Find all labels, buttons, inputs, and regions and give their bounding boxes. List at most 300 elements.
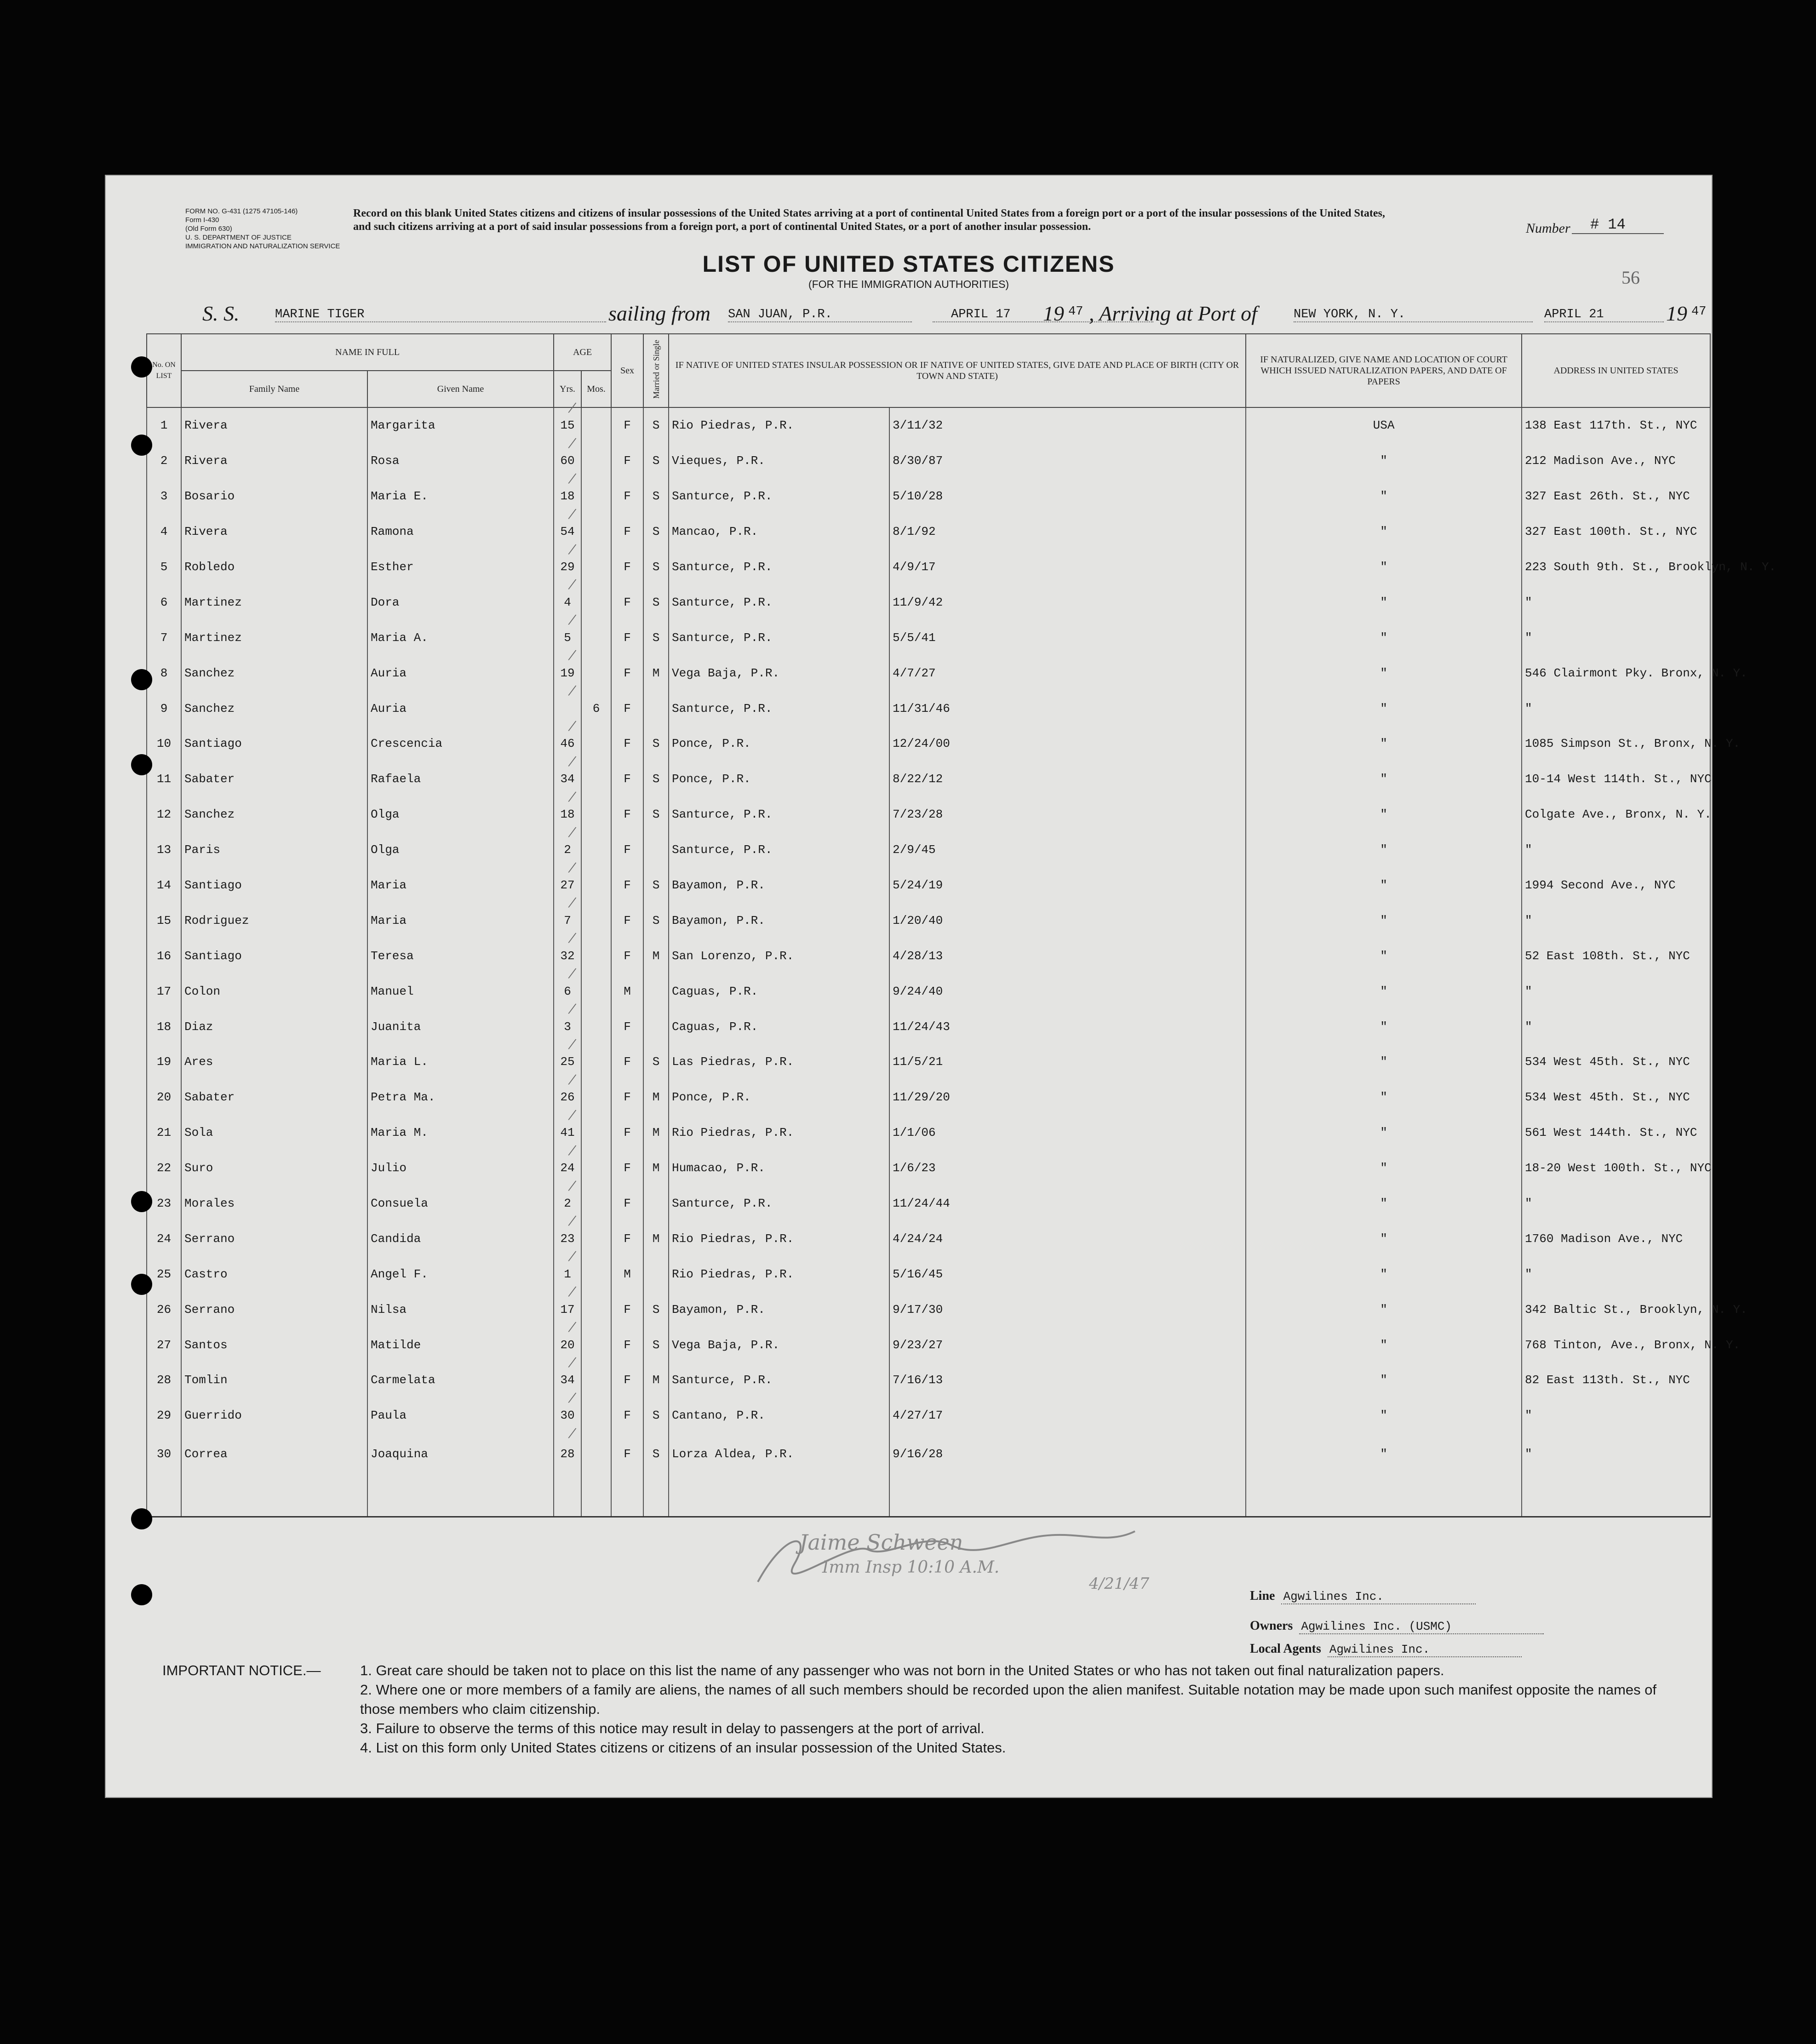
age-years-cell: 26 bbox=[554, 1080, 581, 1115]
row-number-cell: 25 bbox=[147, 1256, 181, 1292]
address-cell: 327 East 100th. St., NYC bbox=[1522, 514, 1710, 550]
col-header-married bbox=[643, 334, 669, 407]
birth-place-cell: Ponce, P.R. bbox=[669, 761, 889, 797]
table-row bbox=[147, 584, 1710, 620]
address-cell: " bbox=[1522, 1009, 1710, 1044]
birth-place-cell: Bayamon, P.R. bbox=[669, 903, 889, 938]
naturalization-cell: " bbox=[1246, 1256, 1522, 1292]
naturalization-cell: " bbox=[1246, 797, 1522, 832]
line-field bbox=[1250, 1589, 1476, 1603]
table-row bbox=[147, 691, 1710, 726]
age-months-cell bbox=[581, 1363, 611, 1398]
age-months-cell bbox=[581, 479, 611, 514]
marital-status-cell: S bbox=[643, 620, 669, 655]
family-name-cell: Serrano bbox=[181, 1221, 367, 1256]
birth-date-cell: 2/9/45 bbox=[889, 832, 1246, 868]
naturalization-cell: " bbox=[1246, 726, 1522, 761]
given-name-cell: Esther bbox=[367, 550, 554, 585]
address-cell: " bbox=[1522, 620, 1710, 655]
address-cell: 1760 Madison Ave., NYC bbox=[1522, 1221, 1710, 1256]
given-name-cell: Matilde bbox=[367, 1327, 554, 1363]
sail-date: APRIL 17 bbox=[933, 308, 1153, 322]
family-name-cell: Paris bbox=[181, 832, 367, 868]
birth-place-cell: Caguas, P.R. bbox=[669, 1009, 889, 1044]
sex-cell: F bbox=[611, 832, 643, 868]
sex-cell: M bbox=[611, 973, 643, 1009]
age-months-cell bbox=[581, 1292, 611, 1327]
age-months-cell bbox=[581, 868, 611, 903]
birth-date-cell: 7/23/28 bbox=[889, 797, 1246, 832]
punch-hole bbox=[131, 754, 152, 775]
line-label: Line bbox=[1250, 1589, 1275, 1603]
family-name-cell: Rivera bbox=[181, 443, 367, 479]
address-cell: 561 West 144th. St., NYC bbox=[1522, 1115, 1710, 1151]
marital-status-cell: S bbox=[643, 903, 669, 938]
row-number-cell: 6 bbox=[147, 584, 181, 620]
age-months-cell bbox=[581, 407, 611, 443]
address-cell: 342 Baltic St., Brooklyn, N. Y. bbox=[1522, 1292, 1710, 1327]
family-name-cell: Rivera bbox=[181, 407, 367, 443]
col-header-address: ADDRESS IN UNITED STATES bbox=[1522, 334, 1710, 407]
table-row bbox=[147, 1115, 1710, 1151]
birth-date-cell: 5/5/41 bbox=[889, 620, 1246, 655]
row-number-cell: 21 bbox=[147, 1115, 181, 1151]
birth-date-cell: 12/24/00 bbox=[889, 726, 1246, 761]
naturalization-cell: " bbox=[1246, 655, 1522, 691]
age-years-cell: 17 bbox=[554, 1292, 581, 1327]
age-years-cell: 60 bbox=[554, 443, 581, 479]
owners-field bbox=[1250, 1619, 1544, 1633]
row-number-cell: 19 bbox=[147, 1044, 181, 1080]
address-cell: 327 East 26th. St., NYC bbox=[1522, 479, 1710, 514]
address-cell: 768 Tinton, Ave., Bronx, N. Y. bbox=[1522, 1327, 1710, 1363]
row-number-cell: 22 bbox=[147, 1151, 181, 1186]
row-number-cell: 24 bbox=[147, 1221, 181, 1256]
given-name-cell: Maria E. bbox=[367, 479, 554, 514]
table-row bbox=[147, 1327, 1710, 1363]
arrival-port: NEW YORK, N. Y. bbox=[1294, 308, 1533, 322]
voyage-line bbox=[105, 301, 1713, 324]
row-number-cell: 18 bbox=[147, 1009, 181, 1044]
address-cell: 82 East 113th. St., NYC bbox=[1522, 1363, 1710, 1398]
marital-status-cell: S bbox=[643, 797, 669, 832]
sex-cell: F bbox=[611, 1327, 643, 1363]
naturalization-cell: " bbox=[1246, 938, 1522, 973]
age-months-cell bbox=[581, 832, 611, 868]
sex-cell: F bbox=[611, 407, 643, 443]
naturalization-cell: " bbox=[1246, 868, 1522, 903]
sex-cell: F bbox=[611, 1363, 643, 1398]
birth-place-cell: Rio Piedras, P.R. bbox=[669, 1221, 889, 1256]
marital-status-cell: M bbox=[643, 1363, 669, 1398]
from-port: SAN JUAN, P.R. bbox=[728, 308, 912, 322]
birth-date-cell: 4/28/13 bbox=[889, 938, 1246, 973]
naturalization-cell: " bbox=[1246, 620, 1522, 655]
address-cell: 546 Clairmont Pky. Bronx, N. Y. bbox=[1522, 655, 1710, 691]
age-years-cell: 41 bbox=[554, 1115, 581, 1151]
family-name-cell: Rivera bbox=[181, 514, 367, 550]
row-number-cell: 28 bbox=[147, 1363, 181, 1398]
sex-cell: F bbox=[611, 1398, 643, 1433]
sex-cell: F bbox=[611, 726, 643, 761]
row-number-cell: 17 bbox=[147, 973, 181, 1009]
birth-date-cell: 9/16/28 bbox=[889, 1433, 1246, 1517]
form-number-line: U. S. DEPARTMENT OF JUSTICE bbox=[185, 234, 292, 241]
row-number-cell: 15 bbox=[147, 903, 181, 938]
table-row bbox=[147, 938, 1710, 973]
given-name-cell: Maria L. bbox=[367, 1044, 554, 1080]
family-name-cell: Martinez bbox=[181, 584, 367, 620]
row-number-cell: 2 bbox=[147, 443, 181, 479]
family-name-cell: Tomlin bbox=[181, 1363, 367, 1398]
marital-status-cell: M bbox=[643, 1151, 669, 1186]
form-number-block bbox=[185, 207, 340, 251]
family-name-cell: Castro bbox=[181, 1256, 367, 1292]
birth-place-cell: Bayamon, P.R. bbox=[669, 868, 889, 903]
page-number: 56 bbox=[1621, 267, 1640, 288]
sex-cell: F bbox=[611, 1433, 643, 1517]
local-agents-field bbox=[1250, 1642, 1522, 1656]
naturalization-cell: " bbox=[1246, 479, 1522, 514]
local-agents-label: Local Agents bbox=[1250, 1642, 1321, 1656]
table-row bbox=[147, 1009, 1710, 1044]
family-name-cell: Sanchez bbox=[181, 655, 367, 691]
punch-hole bbox=[131, 1274, 152, 1295]
birth-date-cell: 7/16/13 bbox=[889, 1363, 1246, 1398]
notice-heading: IMPORTANT NOTICE.— bbox=[162, 1662, 321, 1678]
address-cell: 212 Madison Ave., NYC bbox=[1522, 443, 1710, 479]
family-name-cell: Bosario bbox=[181, 479, 367, 514]
marital-status-cell: S bbox=[643, 584, 669, 620]
birth-date-cell: 1/20/40 bbox=[889, 903, 1246, 938]
birth-place-cell: Santurce, P.R. bbox=[669, 1363, 889, 1398]
naturalization-cell: " bbox=[1246, 1221, 1522, 1256]
birth-place-cell: Ponce, P.R. bbox=[669, 726, 889, 761]
married-header-text: Married or Single bbox=[651, 340, 661, 399]
birth-date-cell: 9/24/40 bbox=[889, 973, 1246, 1009]
age-months-cell bbox=[581, 1433, 611, 1517]
manifest-page bbox=[105, 175, 1776, 1798]
col-header-name: NAME IN FULL bbox=[181, 334, 554, 371]
table-row bbox=[147, 903, 1710, 938]
table-row bbox=[147, 1221, 1710, 1256]
col-header-mos: Mos. bbox=[581, 371, 611, 407]
given-name-cell: Margarita bbox=[367, 407, 554, 443]
given-name-cell: Carmelata bbox=[367, 1363, 554, 1398]
form-instructions: Record on this blank United States citizens and citizens of insular possessions of the United States arriving at a port of continental United States from a foreign port or a port of the insular possessions of the United States, and such citizens arriving at a port of said insular possessions from a foreign port, a port of continental United States, or a port of another insular possession. bbox=[353, 207, 1385, 233]
birth-place-cell: Santurce, P.R. bbox=[669, 584, 889, 620]
age-years-cell: 54 bbox=[554, 514, 581, 550]
marital-status-cell: M bbox=[643, 655, 669, 691]
sail-year: 47 bbox=[1068, 305, 1083, 319]
given-name-cell: Petra Ma. bbox=[367, 1080, 554, 1115]
birth-place-cell: Santurce, P.R. bbox=[669, 479, 889, 514]
birth-place-cell: Rio Piedras, P.R. bbox=[669, 407, 889, 443]
marital-status-cell: S bbox=[643, 868, 669, 903]
row-number-cell: 29 bbox=[147, 1398, 181, 1433]
family-name-cell: Santiago bbox=[181, 726, 367, 761]
naturalization-cell: USA bbox=[1246, 407, 1522, 443]
age-months-cell bbox=[581, 1044, 611, 1080]
col-header-age: AGE bbox=[554, 334, 611, 371]
notice-list bbox=[162, 1661, 1694, 1758]
col-header-yrs: Yrs. bbox=[554, 371, 581, 407]
important-notice bbox=[162, 1661, 1694, 1758]
birth-place-cell: Humacao, P.R. bbox=[669, 1151, 889, 1186]
sex-cell: F bbox=[611, 1292, 643, 1327]
family-name-cell: Sabater bbox=[181, 761, 367, 797]
col-header-given: Given Name bbox=[367, 371, 554, 407]
birth-place-cell: Santurce, P.R. bbox=[669, 1186, 889, 1221]
family-name-cell: Correa bbox=[181, 1433, 367, 1517]
table-row bbox=[147, 407, 1710, 443]
punch-hole bbox=[131, 356, 152, 378]
birth-place-cell: Santurce, P.R. bbox=[669, 797, 889, 832]
passenger-table bbox=[146, 333, 1776, 1517]
address-cell: 1085 Simpson St., Bronx, N. Y. bbox=[1522, 726, 1710, 761]
row-number-cell: 11 bbox=[147, 761, 181, 797]
age-years-cell: 18 bbox=[554, 797, 581, 832]
address-cell: " bbox=[1522, 832, 1710, 868]
marital-status-cell bbox=[643, 1186, 669, 1221]
table-row bbox=[147, 1398, 1710, 1433]
number-value: # 14 bbox=[1572, 216, 1664, 234]
sex-cell: F bbox=[611, 868, 643, 903]
given-name-cell: Nilsa bbox=[367, 1292, 554, 1327]
age-months-cell bbox=[581, 726, 611, 761]
row-number-cell: 5 bbox=[147, 550, 181, 585]
form-number-line: FORM NO. G-431 (1275 47105-146) bbox=[185, 207, 298, 215]
birth-date-cell: 3/11/32 bbox=[889, 407, 1246, 443]
naturalization-cell: " bbox=[1246, 832, 1522, 868]
birth-date-cell: 8/30/87 bbox=[889, 443, 1246, 479]
age-years-cell: 7 bbox=[554, 903, 581, 938]
birth-place-cell: Santurce, P.R. bbox=[669, 620, 889, 655]
birth-place-cell: Lorza Aldea, P.R. bbox=[669, 1433, 889, 1517]
age-months-cell bbox=[581, 1398, 611, 1433]
arrival-year-prefix: 19 bbox=[1666, 302, 1687, 325]
age-years-cell: 18 bbox=[554, 479, 581, 514]
signature-title: Imm Insp 10:10 A.M. bbox=[822, 1558, 1000, 1577]
family-name-cell: Santiago bbox=[181, 938, 367, 973]
table-row bbox=[147, 1363, 1710, 1398]
naturalization-cell: " bbox=[1246, 514, 1522, 550]
birth-place-cell: Ponce, P.R. bbox=[669, 1080, 889, 1115]
table-row bbox=[147, 761, 1710, 797]
marital-status-cell: S bbox=[643, 1327, 669, 1363]
address-cell: " bbox=[1522, 1256, 1710, 1292]
row-number-cell: 16 bbox=[147, 938, 181, 973]
page-title: LIST OF UNITED STATES CITIZENS bbox=[702, 251, 1115, 277]
birth-date-cell: 11/5/21 bbox=[889, 1044, 1246, 1080]
naturalization-cell: " bbox=[1246, 1292, 1522, 1327]
age-years-cell: 6 bbox=[554, 973, 581, 1009]
given-name-cell: Maria bbox=[367, 868, 554, 903]
age-months-cell bbox=[581, 514, 611, 550]
age-months-cell bbox=[581, 550, 611, 585]
table-row bbox=[147, 1292, 1710, 1327]
address-cell: " bbox=[1522, 903, 1710, 938]
row-number-cell: 20 bbox=[147, 1080, 181, 1115]
family-name-cell: Sanchez bbox=[181, 691, 367, 726]
marital-status-cell: S bbox=[643, 550, 669, 585]
notice-item: 4. List on this form only United States citizens or citizens of an insular possession of the United States. bbox=[360, 1740, 1006, 1756]
address-cell: " bbox=[1522, 1186, 1710, 1221]
table-row bbox=[147, 1044, 1710, 1080]
sex-cell: F bbox=[611, 514, 643, 550]
row-number-cell: 7 bbox=[147, 620, 181, 655]
birth-date-cell: 8/1/92 bbox=[889, 514, 1246, 550]
age-years-cell: 15 bbox=[554, 407, 581, 443]
birth-date-cell: 1/1/06 bbox=[889, 1115, 1246, 1151]
table-row bbox=[147, 868, 1710, 903]
marital-status-cell: S bbox=[643, 1292, 669, 1327]
given-name-cell: Auria bbox=[367, 655, 554, 691]
form-number-line: Form I-430 bbox=[185, 216, 219, 224]
address-cell: " bbox=[1522, 691, 1710, 726]
marital-status-cell: M bbox=[643, 1080, 669, 1115]
col-header-no: No. ON LIST bbox=[147, 334, 181, 407]
age-months-cell bbox=[581, 1327, 611, 1363]
marital-status-cell: S bbox=[643, 407, 669, 443]
age-months-cell bbox=[581, 1221, 611, 1256]
sex-cell: F bbox=[611, 550, 643, 585]
page-subtitle: (FOR THE IMMIGRATION AUTHORITIES) bbox=[808, 278, 1009, 290]
sex-cell: F bbox=[611, 1115, 643, 1151]
row-number-cell: 10 bbox=[147, 726, 181, 761]
age-months-cell bbox=[581, 797, 611, 832]
given-name-cell: Auria bbox=[367, 691, 554, 726]
table-row bbox=[147, 514, 1710, 550]
sex-cell: F bbox=[611, 479, 643, 514]
sailing-label: sailing from bbox=[608, 302, 710, 325]
table-row bbox=[147, 797, 1710, 832]
age-months-cell bbox=[581, 443, 611, 479]
given-name-cell: Juanita bbox=[367, 1009, 554, 1044]
marital-status-cell bbox=[643, 1009, 669, 1044]
age-months-cell bbox=[581, 973, 611, 1009]
given-name-cell: Maria bbox=[367, 903, 554, 938]
row-number-cell: 13 bbox=[147, 832, 181, 868]
row-number-cell: 14 bbox=[147, 868, 181, 903]
family-name-cell: Ares bbox=[181, 1044, 367, 1080]
table-row bbox=[147, 1186, 1710, 1221]
address-cell: " bbox=[1522, 584, 1710, 620]
age-years-cell: 3 bbox=[554, 1009, 581, 1044]
birth-place-cell: Bayamon, P.R. bbox=[669, 1292, 889, 1327]
punch-hole bbox=[131, 435, 152, 456]
marital-status-cell bbox=[643, 832, 669, 868]
arrival-year: 47 bbox=[1691, 305, 1707, 319]
sex-cell: F bbox=[611, 691, 643, 726]
table-row bbox=[147, 479, 1710, 514]
table-row bbox=[147, 1433, 1710, 1517]
naturalization-cell: " bbox=[1246, 1433, 1522, 1517]
punch-hole bbox=[131, 669, 152, 690]
family-name-cell: Serrano bbox=[181, 1292, 367, 1327]
sex-cell: F bbox=[611, 443, 643, 479]
family-name-cell: Santiago bbox=[181, 868, 367, 903]
given-name-cell: Manuel bbox=[367, 973, 554, 1009]
given-name-cell: Olga bbox=[367, 797, 554, 832]
birth-date-cell: 11/29/20 bbox=[889, 1080, 1246, 1115]
sex-cell: F bbox=[611, 655, 643, 691]
birth-date-cell: 11/31/46 bbox=[889, 691, 1246, 726]
naturalization-cell: " bbox=[1246, 1327, 1522, 1363]
notice-item: 1. Great care should be taken not to place on this list the name of any passenger who was not born in the United States or who has not taken out final naturalization papers. bbox=[360, 1662, 1444, 1678]
row-number-cell: 4 bbox=[147, 514, 181, 550]
birth-date-cell: 8/22/12 bbox=[889, 761, 1246, 797]
birth-date-cell: 9/23/27 bbox=[889, 1327, 1246, 1363]
ss-label: S. S. bbox=[202, 302, 240, 325]
birth-date-cell: 1/6/23 bbox=[889, 1151, 1246, 1186]
marital-status-cell: S bbox=[643, 1433, 669, 1517]
family-name-cell: Sabater bbox=[181, 1080, 367, 1115]
family-name-cell: Colon bbox=[181, 973, 367, 1009]
marital-status-cell: S bbox=[643, 443, 669, 479]
age-years-cell: 29 bbox=[554, 550, 581, 585]
address-cell: " bbox=[1522, 973, 1710, 1009]
family-name-cell: Diaz bbox=[181, 1009, 367, 1044]
marital-status-cell: M bbox=[643, 1221, 669, 1256]
row-number-cell: 27 bbox=[147, 1327, 181, 1363]
naturalization-cell: " bbox=[1246, 1080, 1522, 1115]
line-value: Agwilines Inc. bbox=[1281, 1590, 1475, 1604]
sex-cell: F bbox=[611, 584, 643, 620]
table-row bbox=[147, 1256, 1710, 1292]
naturalization-cell: " bbox=[1246, 1044, 1522, 1080]
address-cell: 223 South 9th. St., Brooklyn, N. Y. bbox=[1522, 550, 1710, 585]
owners-label: Owners bbox=[1250, 1619, 1293, 1633]
given-name-cell: Consuela bbox=[367, 1186, 554, 1221]
arrival-date: APRIL 21 bbox=[1544, 308, 1664, 322]
birth-place-cell: Vieques, P.R. bbox=[669, 443, 889, 479]
birth-place-cell: Mancao, P.R. bbox=[669, 514, 889, 550]
given-name-cell: Joaquina bbox=[367, 1433, 554, 1517]
age-years-cell: 5 bbox=[554, 620, 581, 655]
arriving-label: , Arriving at Port of bbox=[1089, 302, 1257, 325]
birth-date-cell: 4/7/27 bbox=[889, 655, 1246, 691]
sex-cell: F bbox=[611, 903, 643, 938]
row-number-cell: 26 bbox=[147, 1292, 181, 1327]
marital-status-cell: S bbox=[643, 514, 669, 550]
signature-date: 4/21/47 bbox=[1089, 1575, 1150, 1591]
family-name-cell: Sanchez bbox=[181, 797, 367, 832]
birth-date-cell: 5/16/45 bbox=[889, 1256, 1246, 1292]
given-name-cell: Dora bbox=[367, 584, 554, 620]
table-row bbox=[147, 726, 1710, 761]
sex-cell: M bbox=[611, 1256, 643, 1292]
table-row bbox=[147, 832, 1710, 868]
age-years-cell: 2 bbox=[554, 1186, 581, 1221]
naturalization-cell: " bbox=[1246, 443, 1522, 479]
age-years-cell: 46 bbox=[554, 726, 581, 761]
naturalization-cell: " bbox=[1246, 1009, 1522, 1044]
marital-status-cell bbox=[643, 1256, 669, 1292]
marital-status-cell: M bbox=[643, 1115, 669, 1151]
age-years-cell: 32 bbox=[554, 938, 581, 973]
table-row bbox=[147, 1151, 1710, 1186]
marital-status-cell bbox=[643, 691, 669, 726]
address-cell: " bbox=[1522, 1398, 1710, 1433]
given-name-cell: Teresa bbox=[367, 938, 554, 973]
given-name-cell: Paula bbox=[367, 1398, 554, 1433]
address-cell: 534 West 45th. St., NYC bbox=[1522, 1044, 1710, 1080]
col-header-native: IF NATIVE OF UNITED STATES INSULAR POSSESSION OR IF NATIVE OF UNITED STATES, GIVE DATE AND PLACE OF BIRTH (CITY OR TOWN AND STATE) bbox=[669, 334, 1246, 407]
naturalization-cell: " bbox=[1246, 691, 1522, 726]
given-name-cell: Rafaela bbox=[367, 761, 554, 797]
age-years-cell: 34 bbox=[554, 761, 581, 797]
